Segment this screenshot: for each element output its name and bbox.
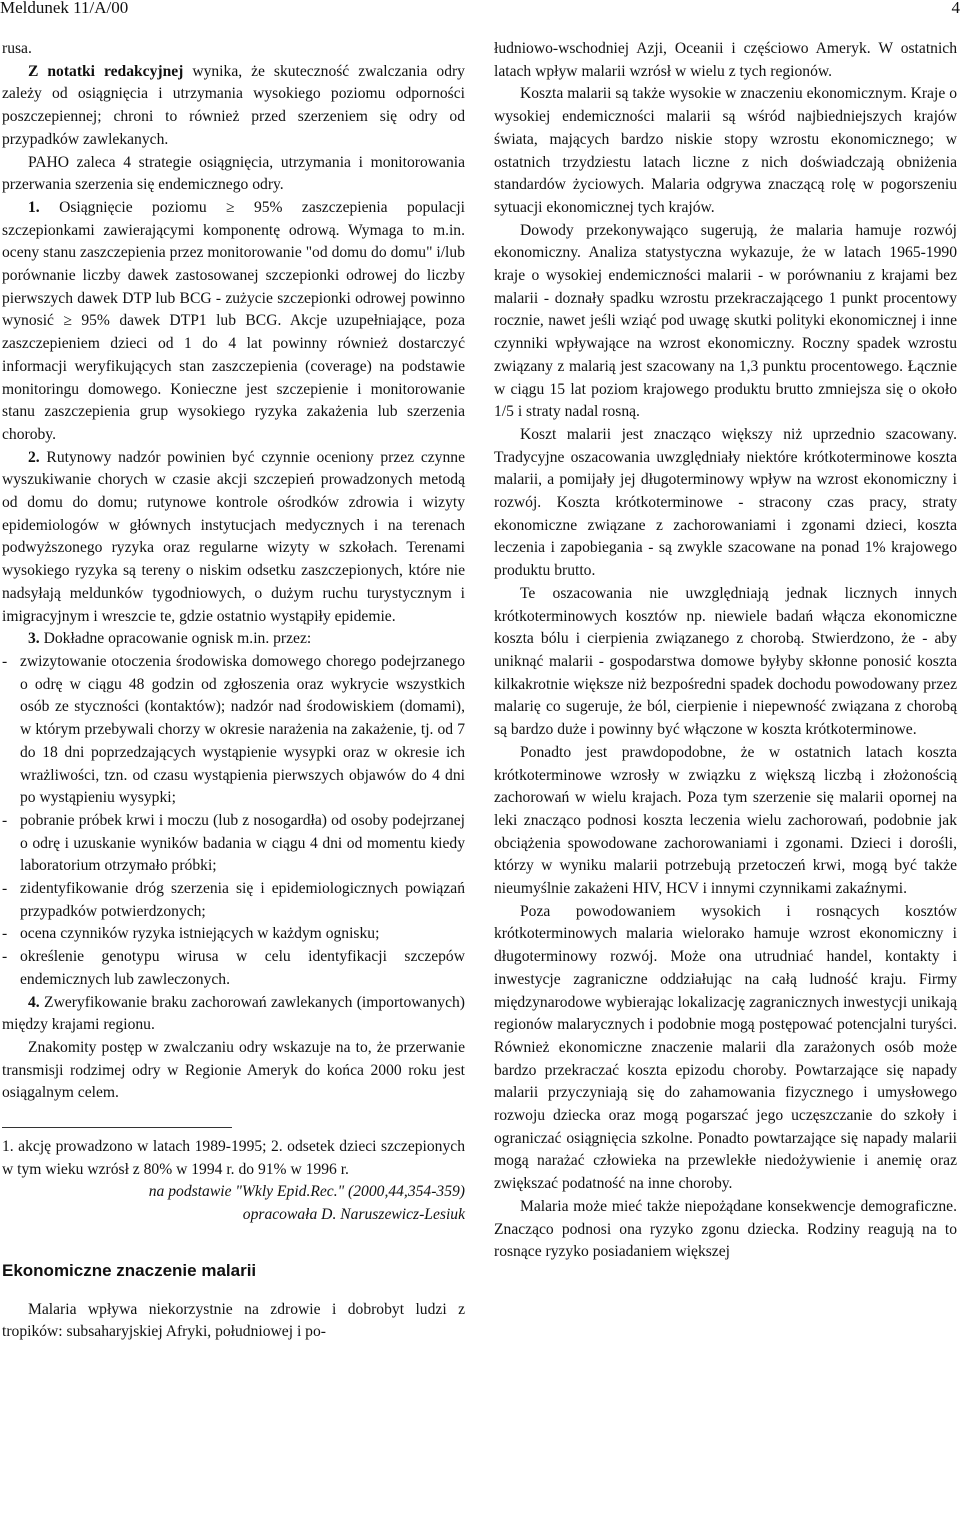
list-item: - zwizytowanie otoczenia środowiska domowego chorego podejrzanego o odrę w ciągu 48 godzin od zgłoszenia oraz wykrycie wszystkich osób ze styczności (kontaktów); nadzór nad środowiskiem (domami), w którym przebywali chorzy w okresie narażenia na zakażenie, tj. od 7 do 18 dni poprzedzających wystąpienie wysypki oraz w okresie ich wrażliwości, tzn. od czasu wystąpienia pierwszych objawów do 4 dni po wystąpieniu wysypki; [2, 652, 465, 807]
strategy-4: 4. Zweryfikowanie braku zachorowań zawlekanych (importowanych) między krajami regionu. [2, 993, 465, 1034]
list-item: - ocena czynników ryzyka istniejących w każdym ognisku; [2, 925, 380, 943]
page-header [0, 0, 960, 24]
list-item: - określenie genotypu wirusa w celu identyfikacji szczepów endemicznych lub zawleczonych. [2, 948, 465, 988]
paragraph: Te oszacowania nie uwzględniają jednak licznych innych krótkoterminowych kosztów np. niewiele badań włącza ekonomiczne koszta bólu i cierpienia związanego z chorobą. Stwierdzono, że - aby uniknąć malarii - gospodarstwa domowe byłyby skłonne ponosić koszta kilkakrotnie większe niż bezpośredni spadek dochodu powodowany przez malarię co sugeruje, że ból, cierpienie i niepewność związana z chorobą są bardzo duże i powinny być włączone w koszta krótkoterminowe. [494, 584, 957, 739]
list-item: - pobranie próbek krwi i moczu (lub z nosogardła) od osoby podejrzanej o odrę i uzuskanie wyników badania w ciągu 4 dni od momentu kiedy laboratorium otrzymało próbki; [2, 811, 465, 875]
outbreak-steps-list [2, 651, 465, 992]
section-title: Ekonomiczne znaczenie malarii [2, 1260, 257, 1280]
left-column [2, 38, 465, 1344]
paragraph: rusa. [2, 40, 32, 57]
paragraph: Koszt malarii jest znacząco większy niż uprzednio szacowany. Tradycyjne oszacowania uwzględniały niektóre krótkoterminowe koszta malarii, a pomijały jej długoterminowy wpływ na wzrost ekonomiczny i rozwój. Koszta krótkoterminowe - stracony czas pracy, straty ekonomiczne związane z zachorowaniami i zgonami dzieci, koszta leczenia i zapobiegania - są zwykle szacowane na ponad 1% krajowego produktu brutto. [494, 425, 957, 580]
strategy-1: 1. Osiągnięcie poziomu ≥ 95% zaszczepienia populacji szczepionkami zawierającymi komponentę odrową. Wymaga to m.in. oceny stanu zaszczepienia przez monitorowanie "od domu do domu" i/lub porównanie liczby dawek zastosowanej szczepionki odrowej do liczby pierwszych dawek DTP lub BCG - zużycie szczepionki odrowej powinno wynosić ≥ 95% dawek DTP1 lub BCG. Akcje uzupełniające, poza zaszczepieniem dzieci od 1 do 4 lat powinny również dostarczyć informacji weryfikujących stan zaszczepienia (coverage) na podstawie monitoringu domowego. Konieczne jest szczepienie i monitorowanie stanu zaszczepienia grup wysokiego ryzyka zakażenia lub szerzenia choroby. [2, 198, 465, 443]
paragraph: Z notatki redakcyjnej wynika, że skuteczność zwalczania odry zależy od osiągnięcia i utrzymania wysokiego poziomu odporności poszczepiennej; chroni to również przed szerzeniem się odry od przypadków zawlekanych. [2, 62, 465, 148]
paragraph: Znakomity postęp w zwalczaniu odry wskazuje na to, że przerwanie transmisji rodzimej odry w Regionie Ameryk do końca 2000 roku jest osiągalnym celem. [2, 1038, 465, 1102]
paragraph: Poza powodowaniem wysokich i rosnących kosztów krótkoterminowych malaria wielorako hamuje wzrost ekonomiczny i długoterminowy rozwój. Może ona utrudniać handel, kontakty i inwestycje zagraniczne oddziałując na całą ludność kraju. Firmy międzynarodowe wybierając lokalizację zagranicznych inwestycji unikają regionów malarycznych i podobnie mogą postępować potencjalni turyści. Również ekonomiczne znaczenie malarii dla zarażonych osób może bardzo przekraczać koszta epizodu choroby. Powtarzające się napady malarii przyczyniają się do zahamowania fizycznego i umysłowego rozwoju dziecka oraz mogą pogarszać jego uczęszczanie do szkoły i ograniczać osiągnięcia szkolne. Ponadto powtarzające się napady malarii mogą narażać człowieka na przewlekłe niedożywienie i anemię oraz zwiększać podatność na inne choroby. [494, 902, 957, 1193]
page-number: 4 [951, 0, 960, 17]
strategy-3: 3. Dokładne opracowanie ognisk m.in. przez: [28, 630, 312, 648]
paragraph: Koszta malarii są także wysokie w znaczeniu ekonomicznym. Kraje o wysokiej endemiczności malarii są wśród najbiedniejszych krajów świata, mających bardzo niskie stopy wzrostu ekonomicznego; w ostatnich trzydziestu latach liczne z nich doświadczają obniżenia standardów życiowych. Malaria odgrywa znaczącą rolę w pogorszeniu sytuacji ekonomicznej tych krajów. [494, 85, 957, 216]
paragraph: łudniowo-wschodniej Azji, Oceanii i częściowo Ameryk. W ostatnich latach wpływ malarii wzrósł w wielu z tych regionów. [494, 40, 957, 80]
list-item: - zidentyfikowanie dróg szerzenia się i epidemiologicznych powiązań przypadków potwierdzonych; [2, 880, 465, 920]
paragraph: PAHO zaleca 4 strategie osiągnięcia, utrzymania i monitorowania przerwania szerzenia się endemicznego odry. [2, 153, 465, 194]
paragraph: Malaria wpływa niekorzystnie na zdrowie i dobrobyt ludzi z tropików: subsaharyjskiej Afryki, południowej i po- [2, 1300, 465, 1341]
paragraph: Ponadto jest prawdopodobne, że w ostatnich latach koszta krótkoterminowe wzrosły w związku z większą liczbą i złożonością zachorowań w wielu krajach. Poza tym szerzenie się malarii opornej na leki znacząco podnosi koszta leczenia wielu zachorowań, podobnie jak obciążenia spowodowane zachorowaniami i zgonami. Dzieci i dorośli, którzy w wyniku malarii potrzebują przetoczeń krwi, mogą być także nieumyślnie zakażeni HIV, HCV i innymi czynnikami zakaźnymi. [494, 743, 957, 898]
paragraph: Malaria może mieć także niepożądane konsekwencje demograficzne. Znacząco podnosi ona ryzyko zgonu dziecka. Rodziny reagują na to rosnące ryzyko posiadaniem większej [494, 1197, 957, 1261]
source-attribution: na podstawie "Wkly Epid.Rec." (2000,44,354-359) [148, 1183, 465, 1201]
bulletin-title: Meldunek 11/A/00 [0, 0, 129, 17]
footnote-divider [2, 1127, 232, 1128]
paragraph: Dowody przekonywająco sugerują, że malaria hamuje rozwój ekonomiczny. Analiza statystyczna wykazuje, że w latach 1965-1990 kraje o wysokiej endemiczności malarii - w porównaniu z krajami bez malarii - doznały spadku wzrostu przekraczającego 1 punkt procentowy rocznie, nawet jeśli wziąć pod uwagę skutki polityki ekonomicznej i inne czynniki wpływające na wzrost ekonomiczny. Roczny spadek wzrostu związany z malarią jest szacowany na 1,3 punktu procentowego. Łącznie w ciągu 15 lat poziom krajowego produktu brutto zmniejsza się o około 1/5 i straty nadal rosną. [494, 221, 957, 421]
footnote: 1. akcję prowadzono w latach 1989-1995; 2. odsetek dzieci szczepionych w tym wieku wzrósł z 80% w 1994 r. do 91% w 1996 r. [2, 1138, 465, 1178]
strategy-2: 2. Rutynowy nadzór powinien być czynnie oceniony przez czynne wyszukiwanie chorych w czasie akcji szczepień prowadzonych metodą od domu do domu; rutynowe kontrole ośrodków zdrowia i wizyty epidemiologów w głównych instytucjach medycznych i na terenach podwyższonego ryzyka oraz regularne wizyty w szkołach. Terenami wysokiego ryzyka są tereny o niskim odsetku zaszczepionych, które nie nadsyłają meldunków tygodniowych, o dużym ruchu turystycznym i imigracyjnym i wreszcie te, gdzie ostatnio wystąpiły epidemie. [2, 448, 465, 625]
author-attribution: opracowała D. Naruszewicz-Lesiuk [242, 1206, 465, 1224]
editorial-note-label: Z notatki redakcyjnej [28, 62, 184, 80]
right-column [494, 38, 957, 1264]
